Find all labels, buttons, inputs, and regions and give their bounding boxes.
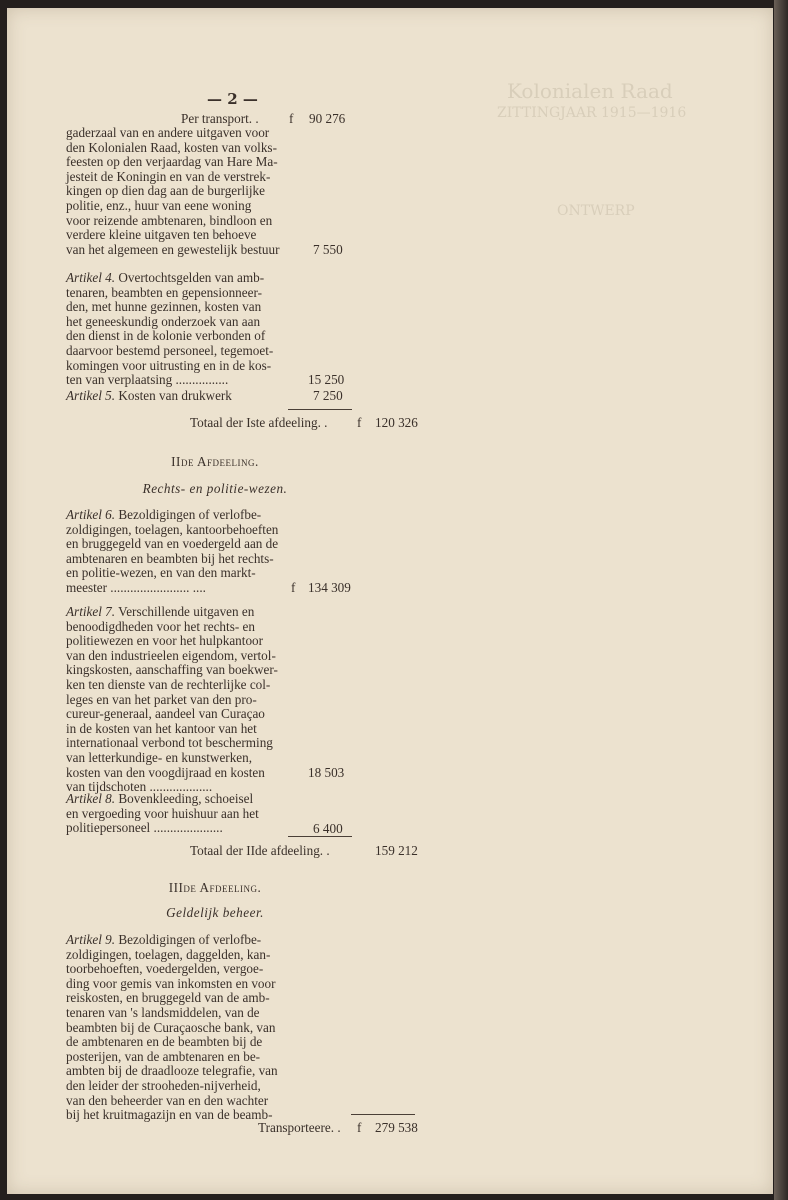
currency: f [291,580,296,595]
text-line: benoodigdheden voor het rechts- en [66,618,255,634]
total-label: Totaal der Iste afdeeling. . [190,415,328,430]
text-line: zoldigingen, toelagen, daggelden, kan- [66,946,271,962]
total-amount: 159 212 [375,843,418,858]
article-label: Artikel 9. [66,932,116,947]
sum-rule [288,836,352,837]
text-line: zoldigingen, toelagen, kantoorbehoeften [66,521,279,537]
total-currency: f [357,415,362,430]
article-4 [66,271,424,388]
text-line: voor reizende ambtenaren, bindloon en [66,212,273,228]
article-label: Artikel 7. [66,604,116,619]
article-label: Artikel 6. [66,507,116,522]
section-title: IIde Afdeeling. [171,454,259,469]
amount: 7 250 [313,388,343,403]
text-line: feesten op den verjaardag van Hare Ma- [66,154,278,170]
transport-amount: 279 538 [375,1120,418,1135]
article-label: Artikel 4. [66,270,116,285]
text-line: den leider der strooheden-nijverheid, [66,1077,261,1093]
text-line: gaderzaal van en andere uitgaven voor [66,125,270,140]
section-2-heading [66,455,424,470]
text-line: ambtenaren en beambten bij het rechts- [66,550,274,566]
text-line: den Kolonialen Raad, kosten van volks- [66,139,277,155]
text-line: Overtochtsgelden van amb- [115,270,265,285]
text-line: cureur-generaal, aandeel van Curaçao [66,706,265,722]
text-line: in de kosten van het kantoor van het [66,720,257,736]
text-line: politiepersoneel ..................... [66,820,223,836]
text-line: verdere kleine uitgaven ten behoeve [66,227,257,243]
scanned-page [7,8,773,1194]
text-line: jesteit de Koningin en van de verstrek- [66,168,271,184]
text-line: tenaren, beambten en gepensionneer- [66,284,262,300]
text-line: en vergoeding voor huishuur aan het [66,805,259,821]
text-line: daarvoor bestemd personeel, tegemoet- [66,342,274,358]
article-6 [66,508,424,596]
text-line: Bovenkleeding, schoeisel [115,791,254,806]
text-line: posterijen, van de ambtenaren en be- [66,1048,261,1064]
text-line: komingen voor uitrusting en in de kos- [66,357,272,373]
text-line: toorbehoeften, voedergelden, vergoe- [66,961,264,977]
text-line: den dienst in de kolonie verbonden of [66,328,266,344]
text-line: meester ........................ .... [66,579,206,595]
text-line: van het algemeen en gewestelijk bestuur [66,241,280,257]
total-label: Totaal der IIde afdeeling. . [190,843,330,858]
text-line: politie, enz., huur van eene woning [66,197,252,213]
text-line: internationaal verbond tot bescherming [66,735,273,751]
amount: 7 550 [313,242,343,257]
article-label: Artikel 8. [66,791,116,806]
amount: 15 250 [308,372,345,387]
transport-label: Transporteere. . [258,1120,341,1135]
section-subtitle: Geldelijk beheer. [166,905,264,920]
text-line: beambten bij de Curaçaosche bank, van [66,1019,276,1035]
text-line: politiewezen en voor het hulpkantoor [66,633,264,649]
carried-forward-amount: 90 276 [309,111,346,126]
text-line: den, met hunne gezinnen, kosten van [66,299,262,315]
text-line: ding voor gemis van inkomsten en voor [66,975,276,991]
text-line: reiskosten, en bruggegeld van de amb- [66,990,270,1006]
text-line: en politie-wezen, en van den markt- [66,565,256,581]
article-label: Artikel 5. [66,388,116,403]
sum-rule [288,409,352,410]
text-line: ken ten dienste van de rechterlijke col- [66,676,271,692]
text-line: het geneeskundig onderzoek van aan [66,313,261,329]
section-3-subheading [66,906,424,921]
text-line: en bruggegeld van en voedergeld aan de [66,536,279,552]
text-line: van den industrieelen eigendom, vertol- [66,647,276,663]
sum-rule [351,1114,415,1115]
text-line: kingskosten, aanschaffing van boekwer- [66,662,278,678]
amount: 18 503 [308,765,345,780]
text-line: leges en van het parket van den pro- [66,691,257,707]
text-line: kingen op dien dag aan de burgerlijke [66,183,265,199]
section-2-subheading [66,482,424,497]
text-line: ambten bij de draadlooze telegrafie, van [66,1063,278,1079]
text-line: van den beheerder van en den wachter [66,1092,269,1108]
section-title: IIIde Afdeeling. [168,880,262,895]
section-3-heading [66,881,424,896]
article-8 [66,792,424,836]
total-amount: 120 326 [375,415,418,430]
text-line: ten van verplaatsing ................ [66,372,229,388]
text-line: de ambtenaren en de beambten bij de [66,1034,263,1050]
article-7 [66,605,424,795]
continued-paragraph [66,126,424,257]
section-subtitle: Rechts- en politie-wezen. [142,481,288,496]
text-line: van tijdschoten ................... [66,779,213,795]
carried-forward-currency: f [289,111,294,126]
amount: 134 309 [308,580,351,595]
transport-currency: f [357,1120,362,1135]
page-number: — 2 — [207,90,258,108]
text-line: Bezoldigingen of verlofbe- [115,507,262,522]
text-line: Kosten van drukwerk [115,388,232,403]
text-line: bij het kruitmagazijn en van de beamb- [66,1107,273,1123]
article-9 [66,933,424,1123]
carried-forward-label: Per transport. . [181,111,259,126]
text-line: van letterkundige- en kunstwerken, [66,749,253,765]
text-line: Bezoldigingen of verlofbe- [115,932,262,947]
text-line: kosten van den voogdijraad en kosten [66,764,265,780]
text-line: tenaren van 's landsmiddelen, van de [66,1004,260,1020]
amount: 6 400 [313,821,343,836]
show-through-text: Kolonialen Raad ZITTINGJAAR 1915—1916 ONTWERP [497,79,687,220]
text-line: Verschillende uitgaven en [115,604,255,619]
article-5 [66,389,424,404]
page-edge-shadow [774,0,788,1200]
